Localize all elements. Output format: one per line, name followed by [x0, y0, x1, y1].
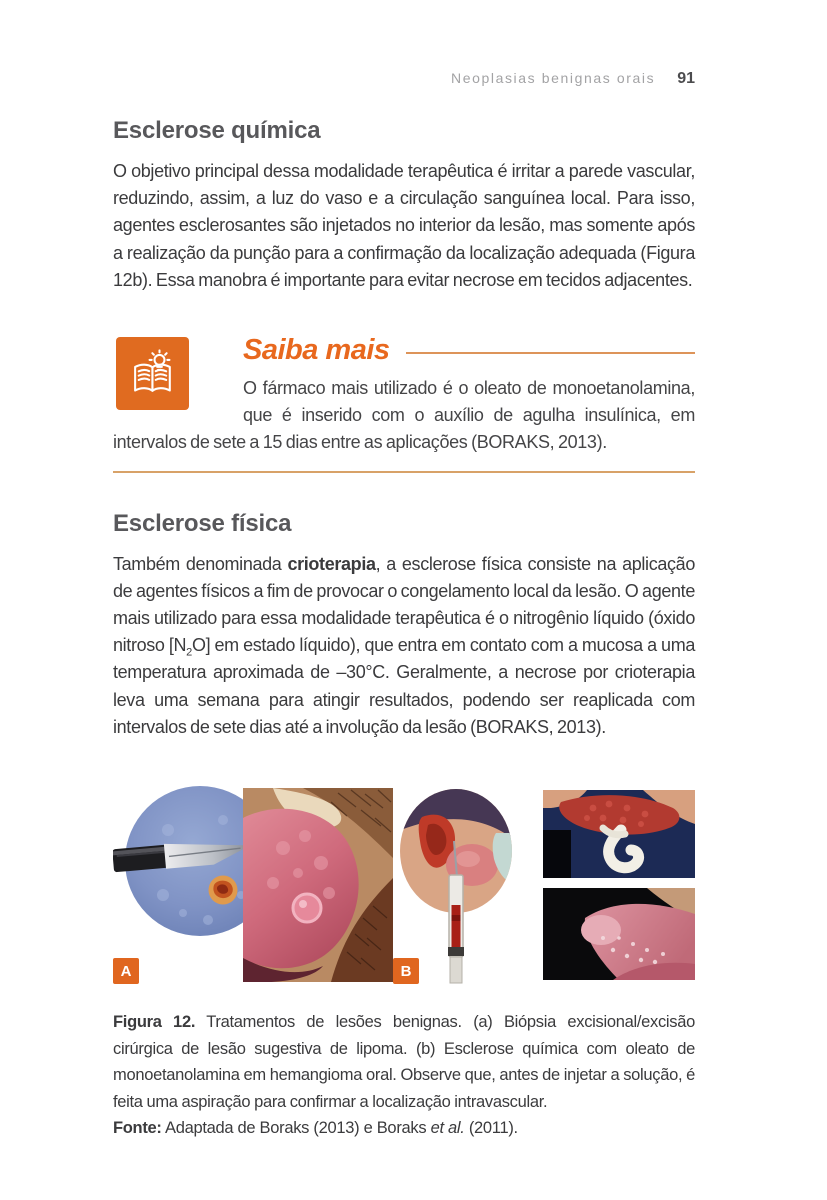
- running-head-title: Neoplasias benignas orais: [450, 70, 656, 86]
- paragraph-text: Também denominada: [113, 553, 288, 574]
- saiba-mais-title-rule: [406, 352, 695, 354]
- paragraph-esclerose-quimica: O objetivo principal dessa modalidade terapêutica é irritar a parede vascular, reduzindo, assim, a luz do vaso e a circulação sanguínea local. Para isso, agentes esclerosantes são injetados no interior da lesão, mas somente após a realização da punção para a confirmação da localização adequada (Figura 12b). Essa manobra é importante para evitar necrose em tecidos adjacentes.: [113, 161, 695, 290]
- book-lightbulb-icon: [116, 337, 189, 410]
- figure-label-b: B: [393, 958, 419, 984]
- heading-esclerose-quimica: Esclerose química: [113, 117, 321, 144]
- tongue-lesion-photo: [243, 788, 393, 982]
- syringe-injection-in-lip-photo: [398, 787, 518, 985]
- paragraph-text: , a esclerose física consiste na aplicação de agentes físicos a fim de provocar o congelamento local da lesão. O agente mais utilizado para essa modalidade terapêutica é o nitrogênio líquido (óxido nitroso [N: [113, 553, 695, 656]
- figure-12: [113, 785, 695, 1142]
- figure-12-source: [113, 1115, 695, 1142]
- saiba-mais-title-row: [243, 334, 695, 367]
- saiba-mais-box: [113, 334, 695, 473]
- fonte-label: Fonte:: [113, 1119, 162, 1138]
- n2o-subscript: 2: [186, 646, 192, 659]
- page-content: [0, 70, 827, 1142]
- fonte-text-end: (2011).: [464, 1119, 518, 1138]
- figure-caption-text: Tratamentos de lesões benignas. (a) Biópsia excisional/excisão cirúrgica de lesão sugestiva de lipoma. (b) Esclerose química com oleato de monoetanolamina em hemangioma oral. Observe que, antes de injetar a solução, é feita uma aspiração para confirmar a localização intravascular.: [113, 1013, 695, 1111]
- crioterapia-bold: crioterapia: [287, 553, 376, 574]
- saiba-mais-bottom-rule: [113, 471, 695, 473]
- figure-12-caption: [113, 1009, 695, 1115]
- heading-esclerose-fisica: Esclerose física: [113, 509, 292, 537]
- tongue-after-treatment-photo: [543, 888, 695, 980]
- page-number: 91: [677, 70, 695, 87]
- figure-12-images: [113, 785, 695, 985]
- saiba-mais-title: Saiba mais: [243, 334, 390, 367]
- fonte-text: Adaptada de Boraks (2013) e Boraks: [161, 1119, 431, 1138]
- figure-label-a: A: [113, 958, 139, 984]
- fonte-et-al: et al.: [430, 1119, 465, 1138]
- running-head: [113, 70, 695, 88]
- figure-caption-label: Figura 12.: [113, 1013, 196, 1032]
- paragraph-esclerose-fisica: [113, 551, 695, 741]
- saiba-mais-text: O fármaco mais utilizado é o oleato de monoetanolamina, que é inserido com o auxílio de agulha insulínica, em intervalos de sete a 15 dias entre as aplicações (BORAKS, 2013).: [113, 378, 695, 453]
- cryotherapy-swab-on-tongue-photo: [543, 790, 695, 878]
- paragraph-text: O] em estado líquido), que entra em contato com a mucosa a uma temperatura aproximada de –30°C. Geralmente, a necrose por crioterapia leva uma semana para atingir resultados, podendo ser reaplicada com intervalos de sete dias até a involução da lesão (BORAKS, 2013).: [113, 635, 696, 737]
